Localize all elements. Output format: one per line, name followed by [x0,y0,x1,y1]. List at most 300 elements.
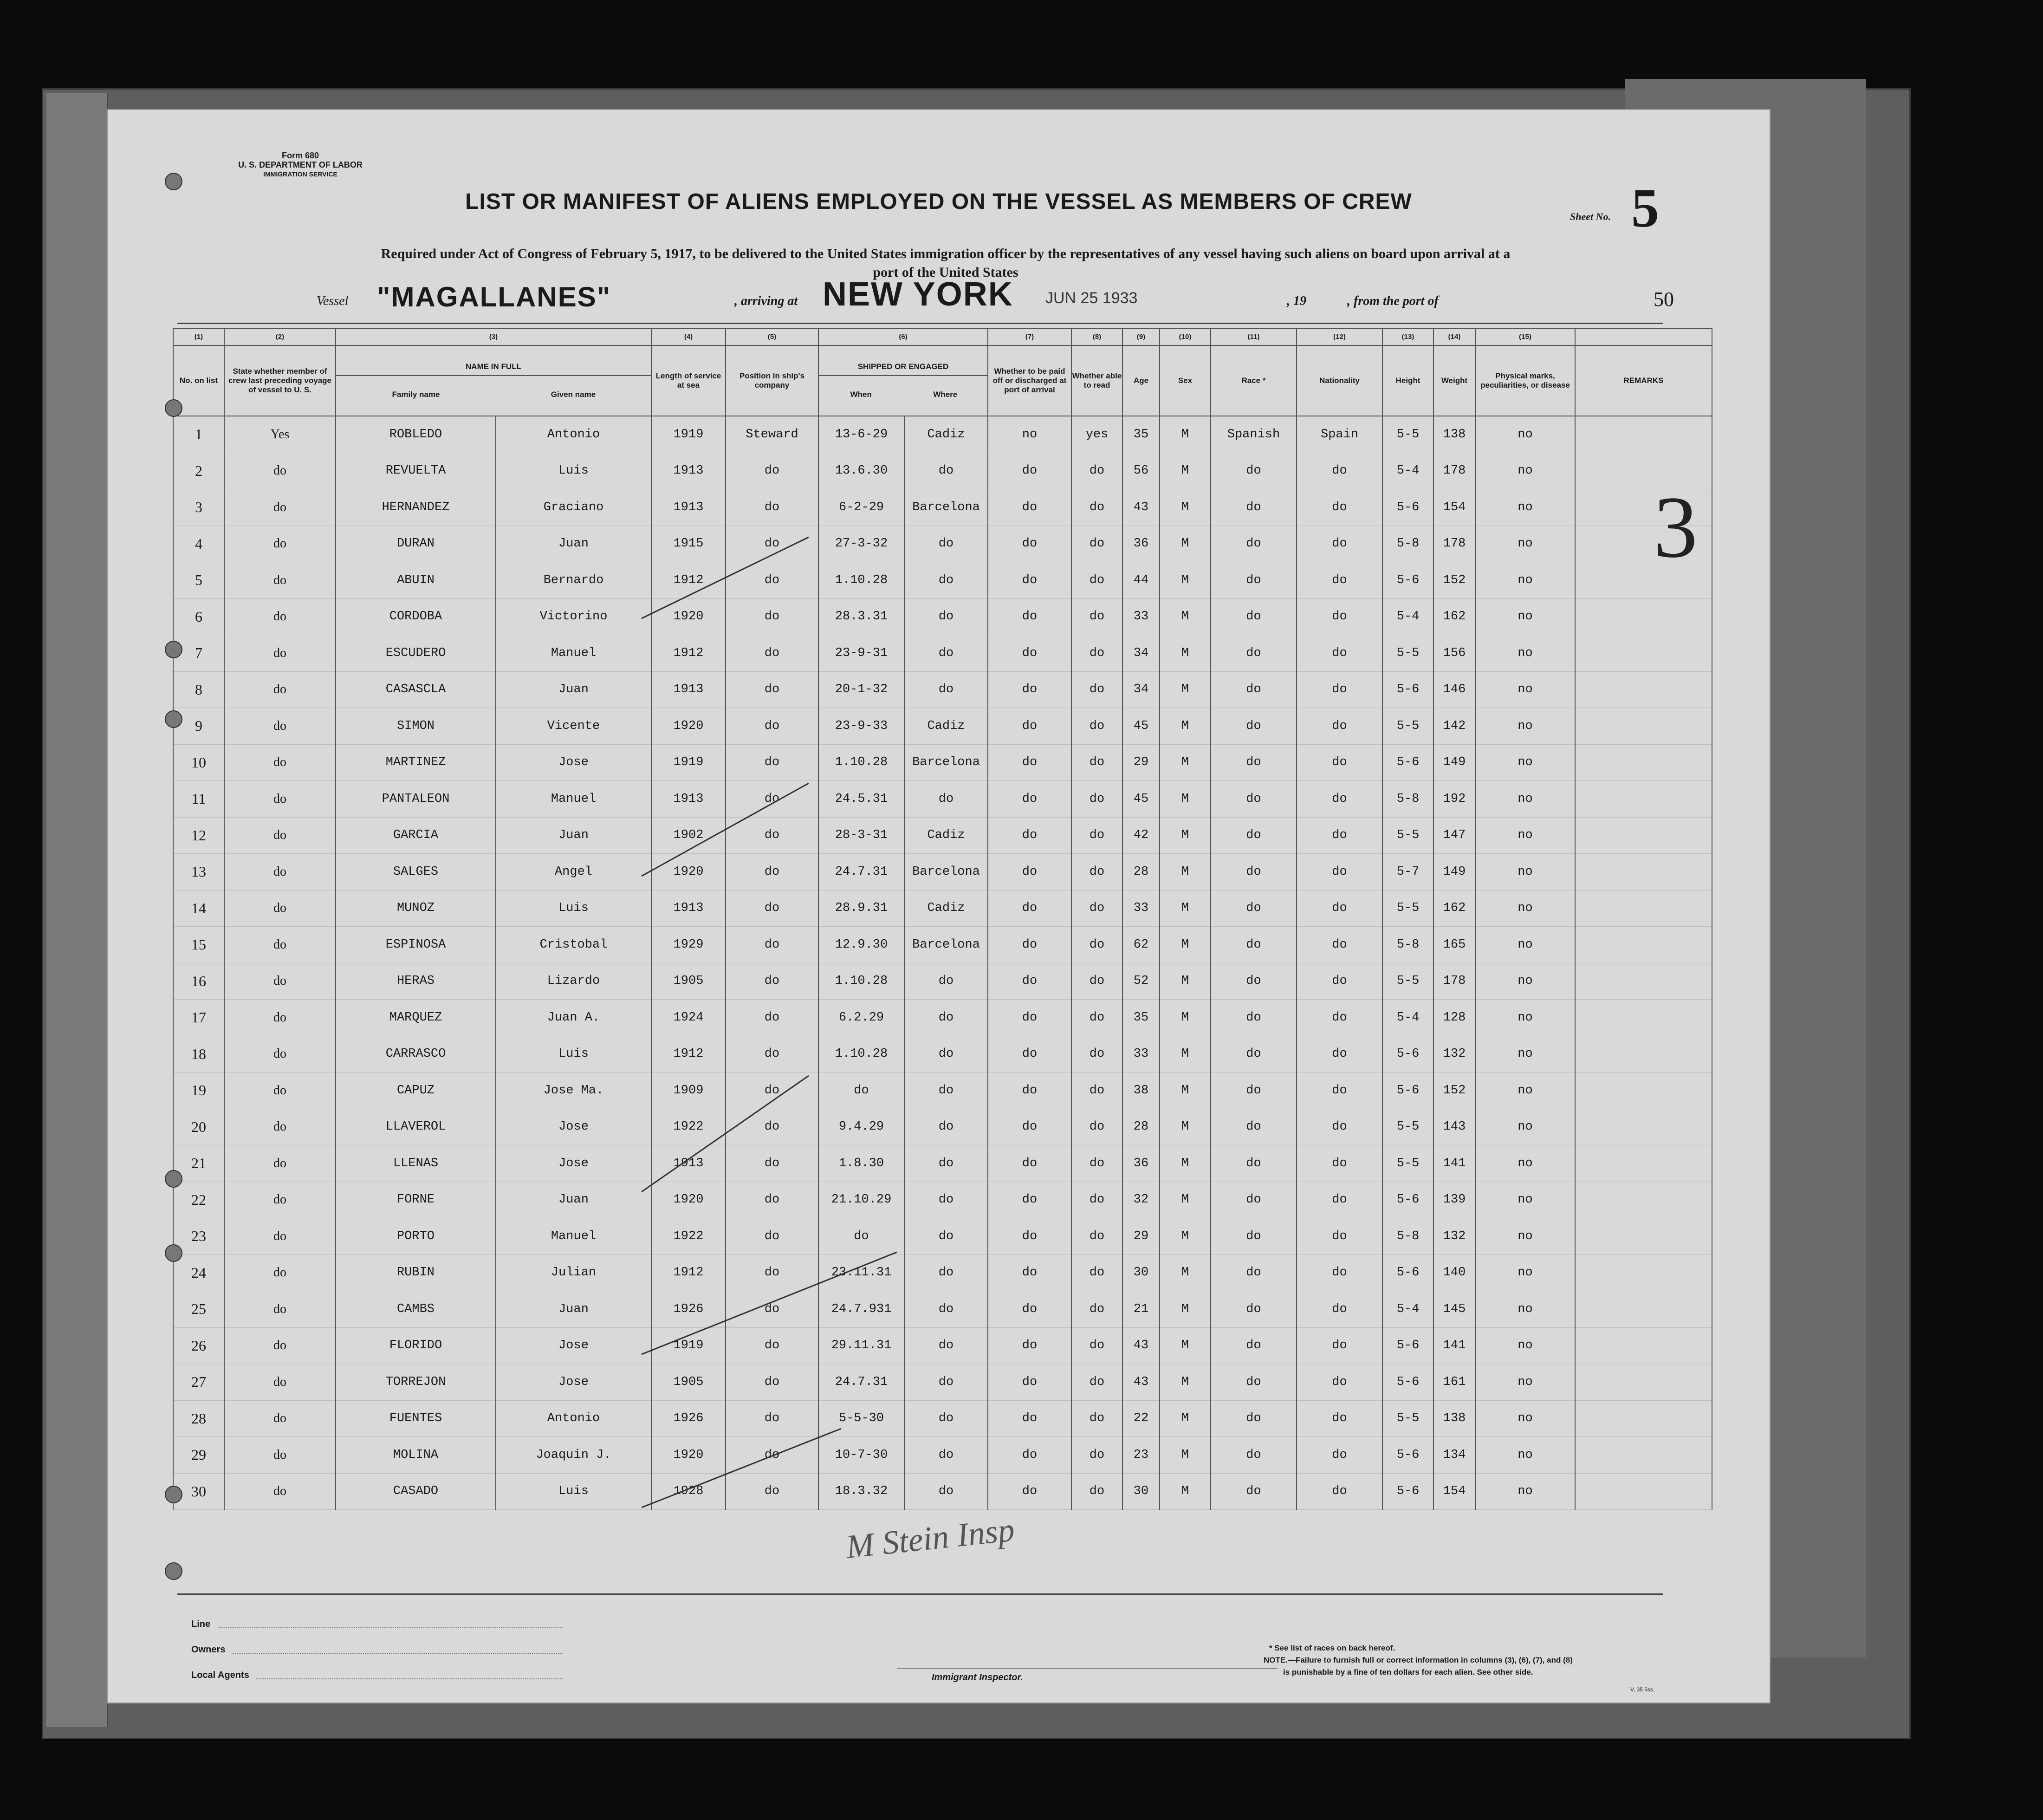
row-number: 10 [173,744,224,781]
position: do [726,854,818,890]
weight: 138 [1433,416,1475,453]
crew-status: do [224,453,336,489]
race: do [1211,526,1297,562]
weight: 192 [1433,781,1475,818]
crew-status: do [224,708,336,745]
shipped-when: 13.6.30 [818,453,904,489]
nationality: do [1297,1254,1382,1291]
age: 28 [1122,854,1160,890]
shipped-when: 23.11.31 [818,1254,904,1291]
shipped-where: do [904,1327,988,1364]
able-to-read: do [1071,744,1122,781]
paid-off: do [988,1072,1071,1109]
nationality: do [1297,1291,1382,1328]
given-name: Jose [496,1109,651,1145]
binding-hole [165,1486,182,1503]
paid-off: do [988,635,1071,672]
race: do [1211,489,1297,526]
race: do [1211,1437,1297,1474]
age: 44 [1122,562,1160,599]
height: 5-5 [1382,1145,1433,1182]
row-number: 4 [173,526,224,562]
header-nationality: Nationality [1297,345,1382,416]
crew-status: do [224,1218,336,1255]
shipped-when: 1.8.30 [818,1145,904,1182]
height: 5-6 [1382,562,1433,599]
position: do [726,1473,818,1510]
able-to-read: do [1071,708,1122,745]
sheet-number: 5 [1631,177,1659,239]
crew-status: do [224,1473,336,1510]
shipped-when: 5-5-30 [818,1400,904,1437]
service-year: 1920 [651,1182,726,1218]
family-name: CORDOBA [336,598,496,635]
race: do [1211,1364,1297,1401]
family-name: MOLINA [336,1437,496,1474]
position: do [726,526,818,562]
physical-marks: no [1475,1145,1575,1182]
crew-status: do [224,1291,336,1328]
race: do [1211,1218,1297,1255]
col-num-10: (10) [1160,329,1211,345]
able-to-read: do [1071,598,1122,635]
family-name: RUBIN [336,1254,496,1291]
shipped-when: 1.10.28 [818,963,904,1000]
physical-marks: no [1475,562,1575,599]
row-number: 16 [173,963,224,1000]
given-name: Antonio [496,1400,651,1437]
crew-status: do [224,927,336,963]
service-year: 1902 [651,817,726,854]
shipped-where: do [904,781,988,818]
physical-marks: no [1475,781,1575,818]
shipped-when: 29.11.31 [818,1327,904,1364]
age: 33 [1122,890,1160,927]
crew-status: do [224,526,336,562]
sex: M [1160,1327,1211,1364]
crew-status: do [224,1437,336,1474]
service-year: 1920 [651,1437,726,1474]
ditto-stroke [642,1076,809,1192]
nationality: do [1297,781,1382,818]
paid-off: do [988,453,1071,489]
able-to-read: do [1071,562,1122,599]
service-year: 1924 [651,1000,726,1036]
form-number: Form 680 [281,151,319,160]
service-year: 1909 [651,1072,726,1109]
crew-status: do [224,781,336,818]
nationality: do [1297,1400,1382,1437]
nationality: do [1297,1145,1382,1182]
race: do [1211,1000,1297,1036]
port-stamp: NEW YORK [823,276,1013,313]
paid-off: do [988,1364,1071,1401]
family-name: PANTALEON [336,781,496,818]
weight: 165 [1433,927,1475,963]
weight: 149 [1433,854,1475,890]
physical-marks: no [1475,1109,1575,1145]
sex: M [1160,963,1211,1000]
age: 22 [1122,1400,1160,1437]
age: 35 [1122,416,1160,453]
paid-off: do [988,1327,1071,1364]
race: do [1211,854,1297,890]
family-name: CASADO [336,1473,496,1510]
physical-marks: no [1475,453,1575,489]
header-remarks: REMARKS [1575,345,1712,416]
position: do [726,671,818,708]
col-num-9: (9) [1122,329,1160,345]
race: do [1211,744,1297,781]
nationality: do [1297,963,1382,1000]
given-name: Cristobal [496,927,651,963]
paid-off: do [988,1400,1071,1437]
paid-off: do [988,1145,1071,1182]
position: do [726,1291,818,1328]
given-name: Luis [496,890,651,927]
physical-marks: no [1475,598,1575,635]
family-name: REVUELTA [336,453,496,489]
service-year: 1922 [651,1218,726,1255]
service-year: 1915 [651,526,726,562]
shipped-when: 24.7.31 [818,1364,904,1401]
row-number: 24 [173,1254,224,1291]
race: do [1211,1400,1297,1437]
crew-status: do [224,1400,336,1437]
shipped-where: Cadiz [904,817,988,854]
able-to-read: do [1071,453,1122,489]
age: 62 [1122,927,1160,963]
position: do [726,489,818,526]
footer-note-fine: NOTE.—Failure to furnish full or correct information in columns (3), (6), (7), and (8) [1264,1656,1573,1664]
service-year: 1926 [651,1291,726,1328]
header-position: Position in ship's company [726,345,818,416]
sex: M [1160,1364,1211,1401]
line-field [219,1627,563,1628]
race: do [1211,1182,1297,1218]
height: 5-6 [1382,1364,1433,1401]
weight: 141 [1433,1327,1475,1364]
weight: 139 [1433,1182,1475,1218]
row-number: 23 [173,1218,224,1255]
nationality: do [1297,817,1382,854]
physical-marks: no [1475,635,1575,672]
weight: 142 [1433,708,1475,745]
age: 28 [1122,1109,1160,1145]
height: 5-8 [1382,927,1433,963]
position: do [726,781,818,818]
row-number: 5 [173,562,224,599]
col-num-2: (2) [224,329,336,345]
binding-hole [165,1170,182,1188]
given-name: Juan [496,817,651,854]
row-number: 13 [173,854,224,890]
row-number: 21 [173,1145,224,1182]
given-name: Vicente [496,708,651,745]
able-to-read: do [1071,1327,1122,1364]
able-to-read: do [1071,1218,1122,1255]
race: do [1211,1145,1297,1182]
physical-marks: no [1475,1182,1575,1218]
physical-marks: no [1475,416,1575,453]
height: 5-6 [1382,1182,1433,1218]
owners-field [233,1653,563,1654]
binding-strip [46,93,108,1727]
crew-status: do [224,1364,336,1401]
service-year: 1919 [651,416,726,453]
height: 5-6 [1382,1036,1433,1072]
header-physical-marks: Physical marks, peculiarities, or disease [1475,345,1575,416]
service-year: 1928 [651,1473,726,1510]
given-name: Luis [496,453,651,489]
col-num-15: (15) [1475,329,1575,345]
col-num-7: (7) [988,329,1071,345]
crew-status: do [224,890,336,927]
height: 5-4 [1382,453,1433,489]
header-given-name: Given name [551,390,596,399]
position: do [726,1145,818,1182]
service: IMMIGRATION SERVICE [263,170,337,178]
paid-off: do [988,1473,1071,1510]
shipped-where: Barcelona [904,927,988,963]
age: 38 [1122,1072,1160,1109]
col-num-14: (14) [1433,329,1475,345]
shipped-when: 21.10.29 [818,1182,904,1218]
able-to-read: do [1071,927,1122,963]
sex: M [1160,1182,1211,1218]
service-year: 1912 [651,1036,726,1072]
weight: 132 [1433,1036,1475,1072]
age: 23 [1122,1437,1160,1474]
department: U. S. DEPARTMENT OF LABOR [238,160,363,169]
shipped-where: do [904,1291,988,1328]
physical-marks: no [1475,708,1575,745]
shipped-where: Barcelona [904,854,988,890]
col-num-13: (13) [1382,329,1433,345]
paid-off: do [988,708,1071,745]
physical-marks: no [1475,890,1575,927]
able-to-read: do [1071,1291,1122,1328]
height: 5-4 [1382,1291,1433,1328]
header-weight: Weight [1433,345,1475,416]
shipped-where: Cadiz [904,416,988,453]
shipped-when: do [818,1218,904,1255]
height: 5-8 [1382,781,1433,818]
row-number: 25 [173,1291,224,1328]
physical-marks: no [1475,1473,1575,1510]
shipped-when: 1.10.28 [818,562,904,599]
subtitle-line-2: port of the United States [873,265,1018,280]
shipped-where: do [904,526,988,562]
shipped-when: 6.2.29 [818,1000,904,1036]
given-name: Jose [496,1364,651,1401]
col-num-12: (12) [1297,329,1382,345]
shipped-where: do [904,635,988,672]
service-year: 1905 [651,1364,726,1401]
shipped-when: 1.10.28 [818,744,904,781]
nationality: do [1297,1000,1382,1036]
nationality: do [1297,744,1382,781]
binding-hole [165,710,182,728]
weight: 178 [1433,963,1475,1000]
height: 5-6 [1382,1072,1433,1109]
shipped-when: 20-1-32 [818,671,904,708]
row-number: 6 [173,598,224,635]
height: 5-6 [1382,489,1433,526]
race: do [1211,890,1297,927]
given-name: Joaquin J. [496,1437,651,1474]
shipped-when: 23-9-33 [818,708,904,745]
paid-off: do [988,1000,1071,1036]
position: do [726,1254,818,1291]
inspector-field [897,1668,1278,1669]
sex: M [1160,927,1211,963]
family-name: HERNANDEZ [336,489,496,526]
given-name: Julian [496,1254,651,1291]
row-number: 2 [173,453,224,489]
row-number: 28 [173,1400,224,1437]
local-agents-label: Local Agents [191,1670,249,1680]
given-name: Lizardo [496,963,651,1000]
shipped-where: do [904,1364,988,1401]
row-number: 29 [173,1437,224,1474]
age: 33 [1122,1036,1160,1072]
age: 35 [1122,1000,1160,1036]
position: do [726,817,818,854]
sex: M [1160,1072,1211,1109]
shipped-where: do [904,1400,988,1437]
height: 5-5 [1382,635,1433,672]
race: do [1211,1291,1297,1328]
family-name: SALGES [336,854,496,890]
shipped-when: 13-6-29 [818,416,904,453]
weight: 128 [1433,1000,1475,1036]
ditto-stroke [642,537,809,618]
crew-status: do [224,744,336,781]
shipped-where: Cadiz [904,890,988,927]
able-to-read: do [1071,817,1122,854]
paid-off: do [988,598,1071,635]
given-name: Jose [496,1327,651,1364]
shipped-where: do [904,453,988,489]
shipped-where: do [904,1218,988,1255]
able-to-read: do [1071,963,1122,1000]
header-name-in-full: NAME IN FULL [336,362,651,376]
physical-marks: no [1475,1218,1575,1255]
sex: M [1160,817,1211,854]
shipped-when: 10-7-30 [818,1437,904,1474]
shipped-when: 27-3-32 [818,526,904,562]
paid-off: do [988,526,1071,562]
service-year: 1913 [651,890,726,927]
race: do [1211,817,1297,854]
service-year: 1920 [651,708,726,745]
height: 5-6 [1382,1254,1433,1291]
crew-status: do [224,635,336,672]
paid-off: no [988,416,1071,453]
height: 5-7 [1382,854,1433,890]
race: do [1211,927,1297,963]
header-able-read: Whether able to read [1071,345,1122,416]
given-name: Bernardo [496,562,651,599]
able-to-read: do [1071,1364,1122,1401]
service-year: 1912 [651,635,726,672]
shipped-when: 28.9.31 [818,890,904,927]
position: do [726,890,818,927]
position: do [726,453,818,489]
service-year: 1913 [651,671,726,708]
weight: 140 [1433,1254,1475,1291]
service-year: 1920 [651,854,726,890]
able-to-read: do [1071,854,1122,890]
shipped-where: do [904,1254,988,1291]
header-race: Race * [1211,345,1297,416]
able-to-read: do [1071,1182,1122,1218]
sex: M [1160,1145,1211,1182]
weight: 178 [1433,453,1475,489]
crew-status: do [224,817,336,854]
race: do [1211,562,1297,599]
physical-marks: no [1475,1437,1575,1474]
header-crew-member: State whether member of crew last preceding voyage of vessel to U. S. [224,345,336,416]
position: do [726,1072,818,1109]
row-number: 15 [173,927,224,963]
shipped-where: do [904,1145,988,1182]
weight: 138 [1433,1400,1475,1437]
paid-off: do [988,890,1071,927]
physical-marks: no [1475,1327,1575,1364]
weight: 162 [1433,598,1475,635]
paid-off: do [988,854,1071,890]
weight: 156 [1433,635,1475,672]
position: do [726,1036,818,1072]
crew-status: do [224,562,336,599]
row-number: 19 [173,1072,224,1109]
physical-marks: no [1475,927,1575,963]
physical-marks: no [1475,1364,1575,1401]
crew-status: do [224,1182,336,1218]
paid-off: do [988,489,1071,526]
binding-hole [165,173,182,190]
sheet-label: Sheet No. [1570,211,1611,222]
crew-status: do [224,1036,336,1072]
service-year: 1913 [651,453,726,489]
given-name: Juan [496,1182,651,1218]
physical-marks: no [1475,1036,1575,1072]
paid-off: do [988,963,1071,1000]
weight: 132 [1433,1218,1475,1255]
able-to-read: do [1071,1109,1122,1145]
position-ditto-strokes [108,110,1770,1703]
physical-marks: no [1475,1254,1575,1291]
height: 5-8 [1382,1218,1433,1255]
paid-off: do [988,562,1071,599]
paid-off: do [988,1036,1071,1072]
nationality: do [1297,671,1382,708]
position: do [726,927,818,963]
nationality: do [1297,635,1382,672]
shipped-when: 18.3.32 [818,1473,904,1510]
service-year: 1922 [651,1109,726,1145]
weight: 178 [1433,526,1475,562]
able-to-read: do [1071,1072,1122,1109]
physical-marks: no [1475,1000,1575,1036]
able-to-read: do [1071,1036,1122,1072]
header-height: Height [1382,345,1433,416]
age: 33 [1122,598,1160,635]
weight: 154 [1433,489,1475,526]
paid-off: do [988,1254,1071,1291]
